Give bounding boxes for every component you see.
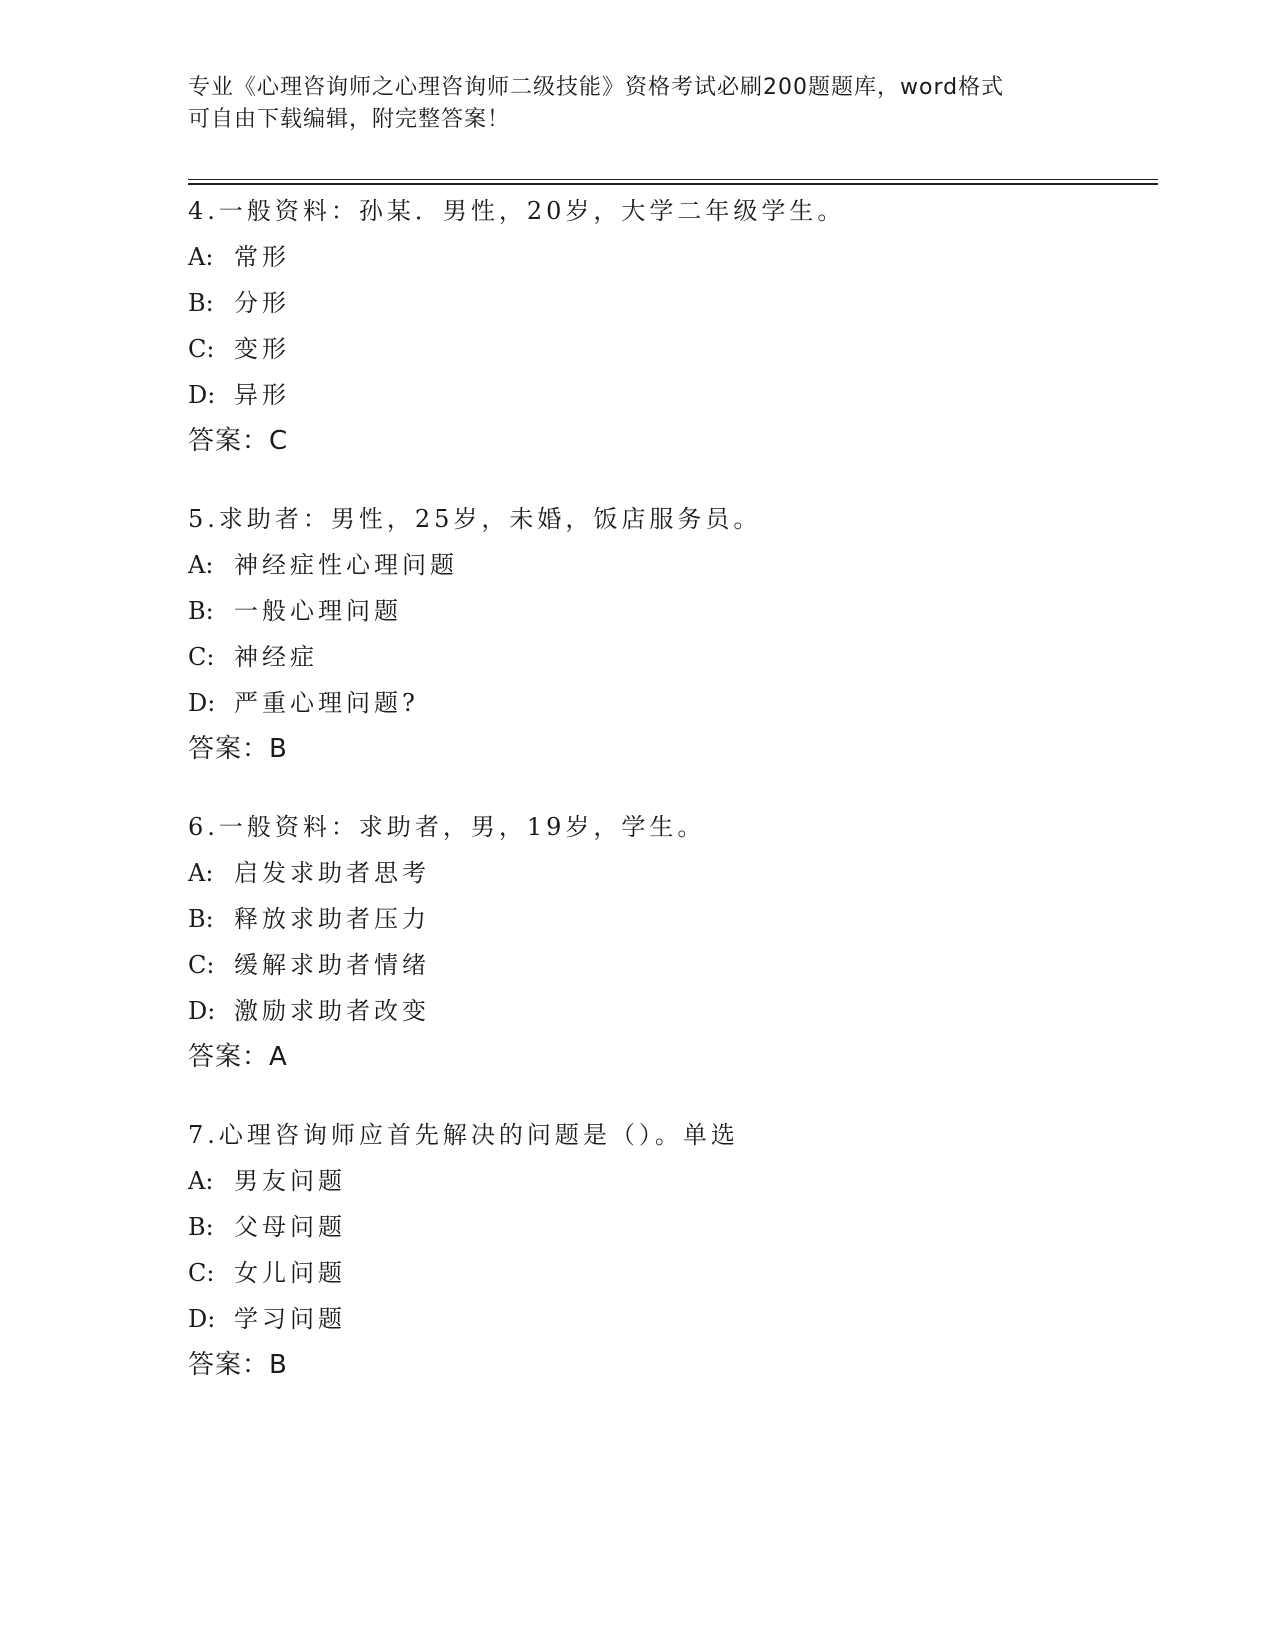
option-a: [188, 234, 1158, 280]
option-b: [188, 588, 1158, 634]
option-letter: B:: [188, 1213, 214, 1241]
option-d: [188, 1296, 1158, 1342]
option-c: [188, 326, 1158, 372]
option-letter: B:: [188, 289, 214, 317]
option-text: 分形: [234, 289, 290, 317]
header-divider-thin: [188, 179, 1158, 180]
option-b: [188, 1204, 1158, 1250]
option-text: 释放求助者压力: [234, 905, 430, 933]
option-b: [188, 896, 1158, 942]
option-text: 变形: [234, 335, 290, 363]
header-line-2: 可自由下载编辑，附完整答案！: [188, 107, 511, 132]
option-text: 女儿问题: [234, 1259, 346, 1287]
option-letter: B:: [188, 905, 214, 933]
option-letter: A:: [188, 551, 214, 579]
document-header: [188, 72, 1088, 136]
option-letter: A:: [188, 859, 214, 887]
option-d: [188, 680, 1158, 726]
option-letter: C:: [188, 643, 215, 671]
question-stem: 5.求助者：男性，25岁，未婚，饭店服务员。: [188, 505, 762, 533]
option-text: 一般心理问题: [234, 597, 402, 625]
header-divider-thick: [188, 183, 1158, 185]
option-text: 父母问题: [234, 1213, 346, 1241]
question-6: [188, 804, 1158, 1080]
option-text: 异形: [234, 381, 290, 409]
option-letter: B:: [188, 597, 214, 625]
answer-line: 答案：B: [188, 1350, 288, 1380]
option-d: [188, 372, 1158, 418]
header-line-1: 专业《心理咨询师之心理咨询师二级技能》资格考试必刷200题题库，word格式: [188, 75, 1005, 100]
option-a: [188, 850, 1158, 896]
option-c: [188, 942, 1158, 988]
option-text: 启发求助者思考: [234, 859, 430, 887]
option-letter: C:: [188, 1259, 215, 1287]
option-text: 学习问题: [234, 1305, 346, 1333]
question-7: [188, 1112, 1158, 1388]
option-letter: C:: [188, 951, 215, 979]
option-letter: A:: [188, 1167, 214, 1195]
option-text: 常形: [234, 243, 290, 271]
answer-line: 答案：A: [188, 1042, 288, 1072]
question-list: [188, 188, 1158, 1420]
option-d: [188, 988, 1158, 1034]
question-stem: 4.一般资料：孙某．男性，20岁，大学二年级学生。: [188, 197, 846, 225]
option-text: 激励求助者改变: [234, 997, 430, 1025]
option-letter: D:: [188, 381, 216, 409]
option-letter: D:: [188, 997, 216, 1025]
option-a: [188, 542, 1158, 588]
question-stem: 6.一般资料：求助者，男，19岁，学生。: [188, 813, 706, 841]
option-c: [188, 1250, 1158, 1296]
option-text: 缓解求助者情绪: [234, 951, 430, 979]
option-text: 神经症性心理问题: [234, 551, 458, 579]
question-stem: 7.心理咨询师应首先解决的问题是（）。单选: [188, 1121, 739, 1149]
option-letter: A:: [188, 243, 214, 271]
answer-line: 答案：C: [188, 426, 289, 456]
option-letter: D:: [188, 1305, 216, 1333]
question-5: [188, 496, 1158, 772]
answer-line: 答案：B: [188, 734, 288, 764]
option-c: [188, 634, 1158, 680]
option-text: 神经症: [234, 643, 318, 671]
option-a: [188, 1158, 1158, 1204]
option-letter: D:: [188, 689, 216, 717]
option-b: [188, 280, 1158, 326]
option-letter: C:: [188, 335, 215, 363]
option-text: 男友问题: [234, 1167, 346, 1195]
question-4: [188, 188, 1158, 464]
option-text: 严重心理问题?: [234, 689, 419, 717]
